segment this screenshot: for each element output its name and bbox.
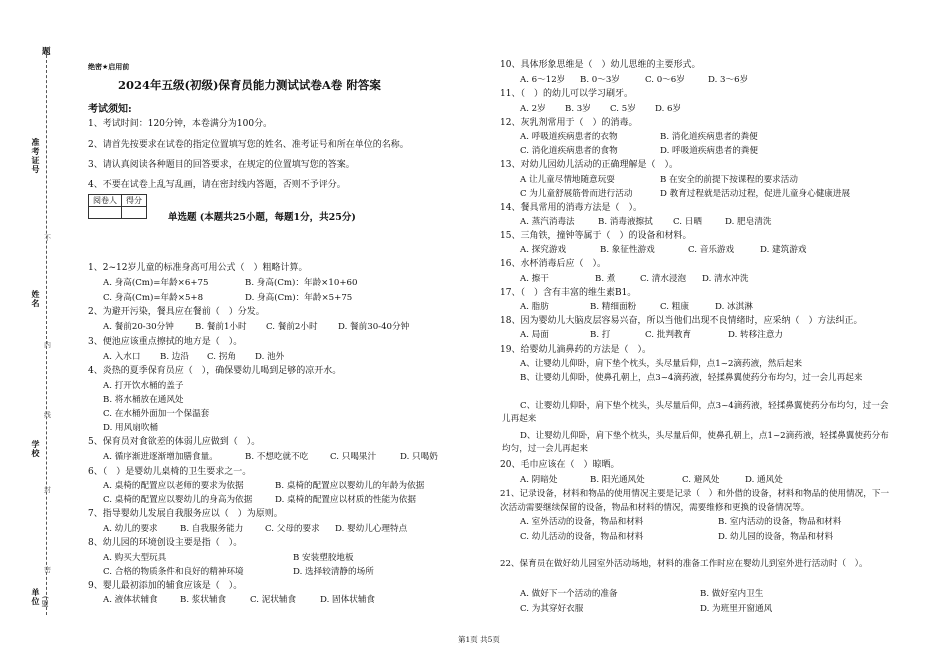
question-option[interactable]: D. 选择较清静的场所 — [293, 567, 374, 577]
notice-heading: 考试须知: — [88, 104, 132, 115]
question-option[interactable]: C. 餐前2小时 — [266, 322, 318, 332]
question-option[interactable]: A. 身高(Cm)=年龄×6+75 — [103, 278, 209, 288]
question-option[interactable]: C. 消化道疾病患者的食物 — [520, 146, 618, 156]
question-option[interactable]: B. 做好室内卫生 — [700, 589, 764, 599]
question-option[interactable]: D. 池外 — [255, 352, 285, 362]
question-option[interactable]: A. 打开饮水桶的盖子 — [103, 381, 184, 391]
score-table-score: 得分 — [122, 195, 147, 207]
question-option[interactable]: D. 餐前30-40分钟 — [338, 322, 410, 332]
question-option[interactable]: B. 精细面粉 — [590, 302, 637, 312]
question-option[interactable]: C. 幼儿活动的设备，物品和材料 — [520, 532, 644, 542]
question-option[interactable]: B. 消毒液擦拭 — [598, 217, 653, 227]
page-title: 2024年五级(初级)保育员能力测试试卷A卷 附答案 — [118, 78, 381, 92]
question-stem: 20、毛巾应该在（ ）晾晒。 — [500, 460, 620, 470]
question-option[interactable]: B. 边沿 — [160, 352, 189, 362]
score-table — [88, 194, 147, 219]
unit-stub: (盟 — [41, 596, 49, 608]
seal-char: 封 — [44, 486, 51, 494]
question-option[interactable]: A、让婴幼儿仰卧，肩下垫个枕头，头尽量后仰，点1~2滴药液，然后起来 — [520, 359, 803, 369]
question-option[interactable]: C. 身高(Cm)=年龄×5+8 — [103, 293, 204, 303]
binding-top-stub: 题 — [42, 47, 51, 57]
section-title: 单选题 (本题共25小题，每题1分，共25分) — [168, 212, 356, 223]
question-stem: 12、灰乳剂常用于（ ）的消毒。 — [500, 118, 638, 128]
question-stem: 13、对幼儿园幼儿活动的正确理解是（ ）。 — [500, 160, 678, 170]
notice-item: 4、不要在试卷上乱写乱画，请在密封线内答题，否则不予评分。 — [88, 180, 346, 190]
question-option[interactable]: B. 象征性游戏 — [600, 245, 655, 255]
question-option[interactable]: A. 做好下一个活动的准备 — [520, 589, 618, 599]
question-stem: 18、因为婴幼儿大脑皮层容易兴奋，所以当他们出现不良情绪时，应采纳（ ）方法纠正。 — [500, 316, 863, 326]
binding-line — [46, 55, 47, 615]
seal-char: 内 — [44, 341, 51, 349]
question-option[interactable]: C. 0～6岁 — [645, 75, 685, 85]
question-option[interactable]: B. 打 — [590, 330, 611, 340]
question-option[interactable]: D. 桌椅的配置应以材质的性能为依据 — [275, 495, 416, 505]
question-option[interactable]: B. 室内活动的设备，物品和材料 — [718, 517, 842, 527]
exam-number-label: 准考证号 — [31, 138, 41, 174]
question-option[interactable]: B 在安全的前提下按课程的要求活动 — [660, 175, 798, 185]
question-option[interactable]: D. 为班里开窗通风 — [700, 604, 773, 614]
question-stem: 8、幼儿园的环境创设主要是指（ ）。 — [88, 538, 243, 548]
question-option[interactable]: D. 身高(Cm)：年龄×5+75 — [245, 293, 353, 303]
question-option[interactable]: B. 自我服务能力 — [180, 524, 244, 534]
question-option[interactable]: D. 婴幼儿心理特点 — [335, 524, 408, 534]
question-option[interactable]: D. 呼吸道疾病患者的粪便 — [660, 146, 758, 156]
question-option[interactable]: D. 固体状辅食 — [320, 595, 376, 605]
question-stem: 6、（ ）是婴幼儿桌椅的卫生要求之一。 — [88, 467, 252, 477]
question-stem: 3、便池应该重点擦拭的地方是（ ）。 — [88, 337, 243, 347]
question-option[interactable]: C. 只喝果汁 — [330, 452, 377, 462]
unit-label: 单位 — [31, 588, 41, 606]
question-option[interactable]: B. 阳光通风处 — [590, 475, 645, 485]
question-option[interactable]: D. 转移注意力 — [728, 330, 784, 340]
question-option[interactable]: D. 3～6岁 — [708, 75, 749, 85]
question-option[interactable]: A. 呼吸道疾病患者的衣物 — [520, 132, 618, 142]
question-option[interactable]: C 为儿童舒展筋骨而进行活动 — [520, 189, 633, 199]
question-option[interactable]: B. 浆状辅食 — [180, 595, 227, 605]
question-option[interactable]: B. 煮 — [595, 274, 616, 284]
question-option[interactable]: D. 用风扇吹桶 — [103, 423, 159, 433]
question-option[interactable]: A. 6～12岁 — [520, 75, 566, 85]
question-option[interactable]: B. 不想吃就不吃 — [245, 452, 309, 462]
seal-char: 不 — [44, 234, 51, 242]
question-stem: 9、婴儿最初添加的辅食应该是（ ）。 — [88, 581, 243, 591]
notice-item: 1、考试时间：120分钟，本卷满分为100分。 — [88, 119, 273, 129]
question-stem: 17、（ ）含有丰富的维生素B1。 — [500, 288, 637, 298]
question-stem: 21、记录设备，材料和物品的使用情况主要是记录（ ）和外借的设备，材料和物品的使用情况，下一次活动需要继续保留的设备，物品和材料的情况，需要维修和更换的设备情况等。 — [500, 489, 890, 513]
question-stem: 19、给婴幼儿滴鼻药的方法是（ ）。 — [500, 345, 651, 355]
secret-mark: 绝密★启用前 — [88, 63, 130, 71]
score-table-cell[interactable] — [89, 207, 122, 219]
question-option[interactable]: A. 局面 — [520, 330, 549, 340]
question-option[interactable]: A. 桌椅的配置应以老师的要求为依据 — [103, 481, 244, 491]
question-option[interactable]: C. 拐角 — [207, 352, 236, 362]
question-option[interactable]: B. 消化道疾病患者的粪便 — [660, 132, 758, 142]
page-footer: 第1页 共5页 — [458, 635, 500, 644]
question-option[interactable]: A. 蒸汽消毒法 — [520, 217, 575, 227]
question-option[interactable]: D. 幼儿园的设备，物品和材料 — [718, 532, 834, 542]
question-option[interactable]: C. 批判教育 — [645, 330, 692, 340]
question-option[interactable]: B、让婴幼儿仰卧，使鼻孔朝上，点3~4滴药液，轻揉鼻翼使药分布均匀，过一会儿再起来 — [520, 373, 863, 383]
question-stem: 11、（ ）的幼儿可以学习刷牙。 — [500, 89, 633, 99]
question-stem: 4、炎热的夏季保育员应（ ），确保婴幼儿喝到足够的凉开水。 — [88, 366, 342, 376]
question-option[interactable]: C、让婴幼儿仰卧，肩下垫个枕头，头尽量后仰，点3~4滴药液，轻揉鼻翼使药分布均匀，过一会儿再起来 — [502, 401, 889, 424]
question-option[interactable]: C. 5岁 — [610, 104, 636, 114]
question-stem: 10、具体形象思维是（ ）幼儿思维的主要形式。 — [500, 60, 701, 70]
question-option[interactable]: A. 循序渐进逐渐增加膳食量。 — [103, 452, 218, 462]
score-table-cell[interactable] — [122, 207, 147, 219]
question-option[interactable]: D. 6岁 — [655, 104, 682, 114]
question-option[interactable]: C. 为其穿好衣服 — [520, 604, 584, 614]
question-stem: 15、三角铁，撞钟等属于（ ）的设备和材料。 — [500, 231, 692, 241]
question-option[interactable]: B. 将水桶放在通风处 — [103, 395, 184, 405]
question-stem: 14、餐具常用的消毒方法是（ ）。 — [500, 203, 642, 213]
question-option[interactable]: C. 桌椅的配置应以婴幼儿的身高为依据 — [103, 495, 253, 505]
notice-item: 3、请认真阅读各种题目的回答要求，在规定的位置填写您的答案。 — [88, 160, 355, 170]
question-option[interactable]: A. 幼儿的要求 — [103, 524, 158, 534]
question-option[interactable]: A 让儿童尽情地随意玩耍 — [520, 175, 615, 185]
question-stem: 22、保育员在做好幼儿园室外活动场地，材料的准备工作时应在婴幼儿到室外进行活动时（ ）。 — [500, 559, 868, 569]
question-option[interactable]: B. 0～3岁 — [580, 75, 620, 85]
question-option[interactable]: C. 父母的要求 — [265, 524, 320, 534]
question-option[interactable]: C. 泥状辅食 — [250, 595, 297, 605]
question-option[interactable]: B. 身高(Cm)：年龄×10+60 — [245, 278, 358, 288]
question-option[interactable]: A. 阴暗处 — [520, 475, 558, 485]
score-table-reviewer: 阅卷人 — [89, 195, 122, 207]
name-label: 姓名 — [31, 290, 41, 308]
question-option[interactable]: C. 避风处 — [682, 475, 720, 485]
question-option[interactable]: B 安装塑胶地板 — [293, 553, 354, 563]
question-option[interactable]: C. 在水桶外面加一个保温套 — [103, 409, 210, 419]
question-option[interactable]: A. 擦干 — [520, 274, 549, 284]
question-stem: 5、保育员对食欲差的体弱儿应做到（ ）。 — [88, 437, 261, 447]
question-option[interactable]: A. 脂肪 — [520, 302, 549, 312]
question-stem: 7、指导婴幼儿发展自我服务应以（ ）为原则。 — [88, 509, 283, 519]
notice-item: 2、请首先按要求在试卷的指定位置填写您的姓名、准考证号和所在单位的名称。 — [88, 140, 409, 150]
question-option[interactable]: A. 2岁 — [520, 104, 546, 114]
question-option[interactable]: B. 餐前1小时 — [195, 322, 247, 332]
question-option[interactable]: D 教育过程就是活动过程，促进儿童身心健康进展 — [660, 189, 851, 199]
question-option[interactable]: D. 只喝奶 — [400, 452, 438, 462]
question-option[interactable]: A. 液体状辅食 — [103, 595, 158, 605]
seal-char: 线 — [44, 411, 51, 419]
question-option[interactable]: A. 入水口 — [103, 352, 141, 362]
question-option[interactable]: D. 肥皂清洗 — [725, 217, 772, 227]
question-option[interactable]: C. 音乐游戏 — [688, 245, 735, 255]
question-stem: 16、水杯消毒后应（ ）。 — [500, 259, 606, 269]
question-option[interactable]: C. 粗康 — [660, 302, 689, 312]
question-option[interactable]: C. 清水浸泡 — [640, 274, 687, 284]
question-option[interactable]: B. 桌椅的配置应以婴幼儿的年龄为依据 — [275, 481, 425, 491]
question-stem: 1、2~12岁儿童的标准身高可用公式（ ）粗略计算。 — [88, 263, 308, 273]
question-stem: 2、为避开污染，餐具应在餐前（ ）分发。 — [88, 307, 265, 317]
question-option[interactable]: C. 日晒 — [673, 217, 702, 227]
question-option[interactable]: A. 探究游戏 — [520, 245, 567, 255]
question-option[interactable]: B. 3岁 — [565, 104, 591, 114]
seal-char: 密 — [44, 566, 51, 574]
school-label: 学校 — [31, 440, 41, 458]
question-option[interactable]: D. 建筑游戏 — [760, 245, 807, 255]
question-option[interactable]: D、让婴幼儿仰卧，肩下垫个枕头，头尽量后仰，使鼻孔朝上，点1~2滴药液，轻揉鼻翼使药分布均匀，过一会儿再起来 — [502, 431, 889, 454]
question-option[interactable]: C. 合格的物质条件和良好的精神环境 — [103, 567, 244, 577]
question-option[interactable]: D. 清水冲洗 — [702, 274, 749, 284]
question-option[interactable]: A. 购买大型玩具 — [103, 553, 167, 563]
question-option[interactable]: D. 冰淇淋 — [715, 302, 753, 312]
question-option[interactable]: D. 通风处 — [745, 475, 783, 485]
question-option[interactable]: A. 餐前20-30分钟 — [103, 322, 174, 332]
question-option[interactable]: A. 室外活动的设备，物品和材料 — [520, 517, 644, 527]
